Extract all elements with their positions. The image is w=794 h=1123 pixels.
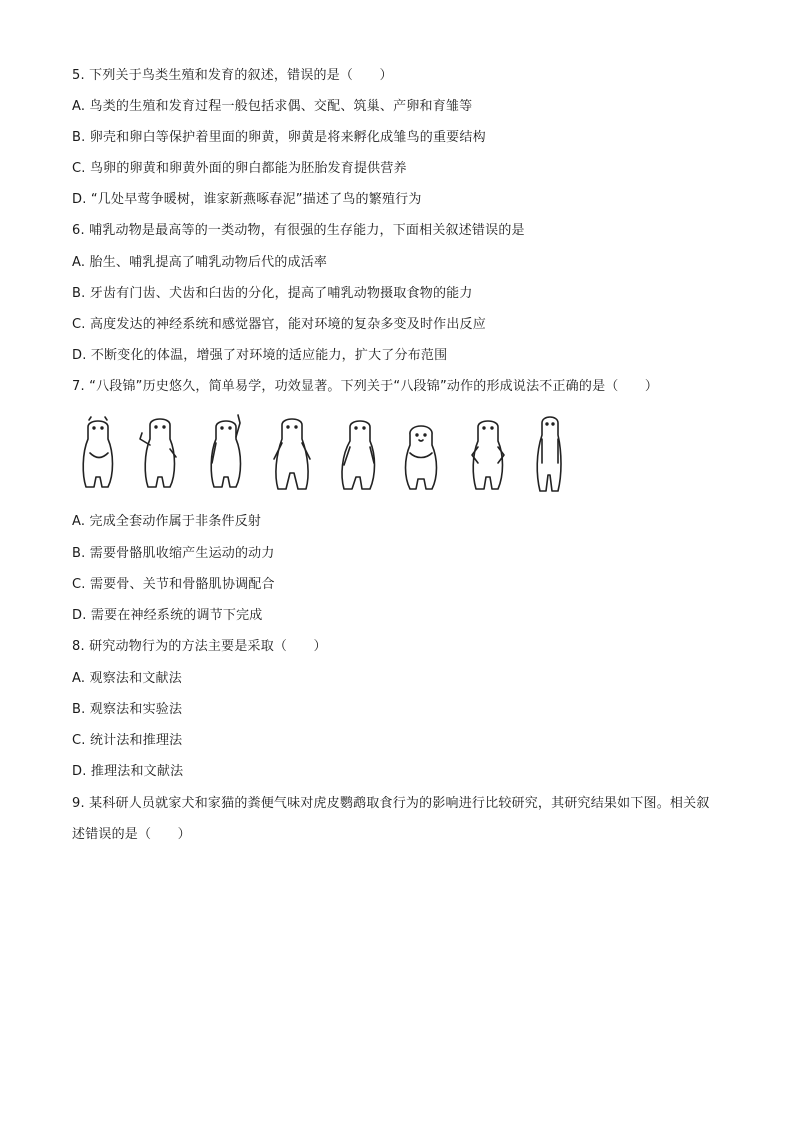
question-8-option-d: D. 推理法和文献法 [72, 764, 184, 779]
question-6-option-d: D. 不断变化的体温，增强了对环境的适应能力，扩大了分布范围 [72, 348, 448, 363]
question-6-option-b: B. 牙齿有门齿、犬齿和臼齿的分化，提高了哺乳动物摄取食物的能力 [72, 286, 473, 301]
bear-pose-1-icon [83, 417, 112, 487]
question-5-option-d: D. “几处早莺争暖树，谁家新燕啄春泥”描述了鸟的繁殖行为 [72, 192, 422, 207]
question-9-stem: 9. 某科研人员就家犬和家猫的粪便气味对虎皮鹦鹉取食行为的影响进行比较研究，其研究结果如下图。相关叙述错误的是（ ） [72, 796, 710, 842]
question-5-option-c: C. 鸟卵的卵黄和卵黄外面的卵白都能为胚胎发育提供营养 [72, 161, 407, 176]
bear-pose-2-icon [140, 419, 176, 487]
question-7-option-b: B. 需要骨骼肌收缩产生运动的动力 [72, 546, 275, 561]
question-6-option-a: A. 胎生、哺乳提高了哺乳动物后代的成活率 [72, 255, 328, 270]
baduanjin-bear-poses-illustration [78, 413, 578, 495]
bear-pose-8-icon [537, 417, 561, 491]
bear-pose-7-icon [472, 421, 504, 489]
question-7-option-d: D. 需要在神经系统的调节下完成 [72, 608, 263, 623]
question-8-stem: 8. 研究动物行为的方法主要是采取（ ） [72, 639, 327, 654]
question-8-option-b: B. 观察法和实验法 [72, 702, 183, 717]
question-8-option-c: C. 统计法和推理法 [72, 733, 183, 748]
bear-pose-5-icon [342, 421, 375, 489]
question-5-stem: 5. 下列关于鸟类生殖和发育的叙述，错误的是（ ） [72, 68, 393, 83]
question-6-option-c: C. 高度发达的神经系统和感觉器官，能对环境的复杂多变及时作出反应 [72, 317, 486, 332]
question-8-option-a: A. 观察法和文献法 [72, 671, 182, 686]
question-5-option-a: A. 鸟类的生殖和发育过程一般包括求偶、交配、筑巢、产卵和育雏等 [72, 99, 473, 114]
question-5-option-b: B. 卵壳和卵白等保护着里面的卵黄，卵黄是将来孵化成雏鸟的重要结构 [72, 130, 486, 145]
bear-pose-6-icon [406, 426, 437, 489]
question-7-stem: 7. “八段锦”历史悠久，简单易学，功效显著。下列关于“八段锦”动作的形成说法不正确的是（ ） [72, 379, 659, 394]
question-7-option-a: A. 完成全套动作属于非条件反射 [72, 514, 262, 529]
bear-pose-4-icon [274, 419, 310, 489]
bear-pose-3-icon [211, 415, 240, 487]
question-7-option-c: C. 需要骨、关节和骨骼肌协调配合 [72, 577, 275, 592]
question-6-stem: 6. 哺乳动物是最高等的一类动物，有很强的生存能力，下面相关叙述错误的是 [72, 223, 525, 238]
